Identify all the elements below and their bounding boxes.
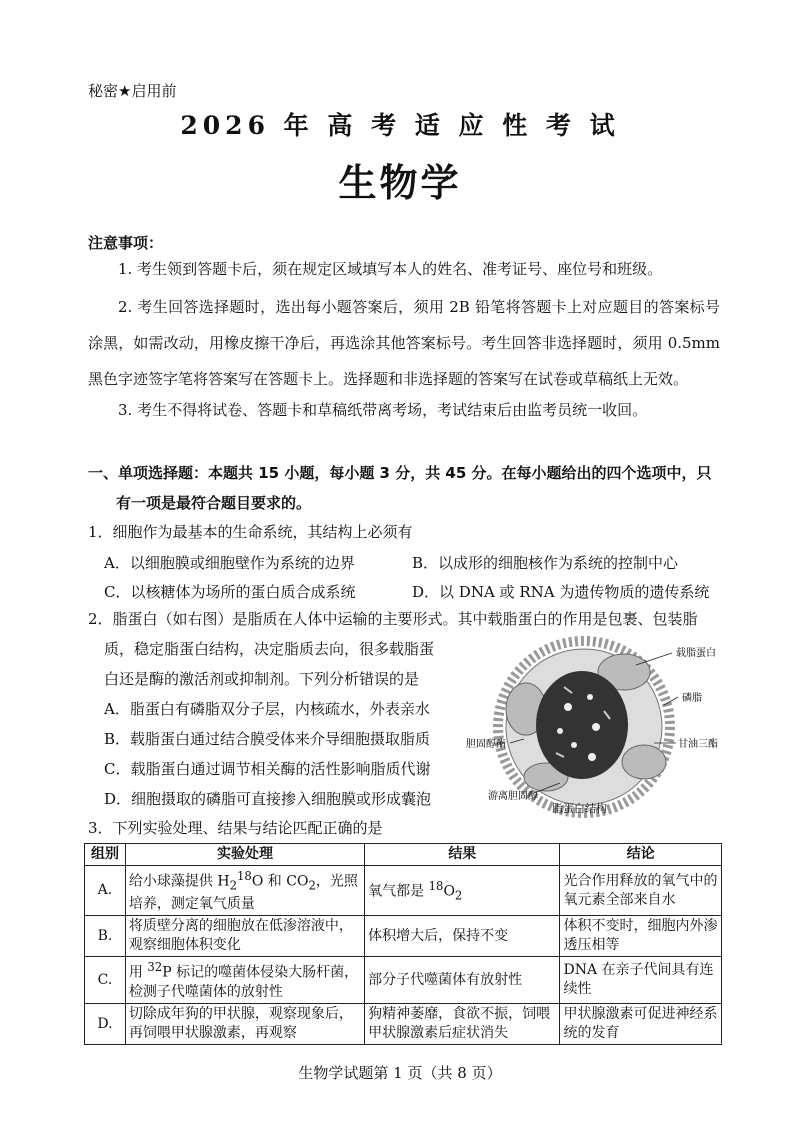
section-1-line1: 一、单项选择题：本题共 15 小题，每小题 3 分，共 45 分。在每小题给出的四个选项中，只 [88, 464, 712, 482]
notice-item-2: 2. 考生回答选择题时，选出每小题答案后，须用 2B 铅笔将答题卡上对应题目的答案标号涂黑，如需改动，用橡皮擦干净后，再选涂其他答案标号。考生回答非选择题时，须用 0.5mm 黑色字迹签字笔将答案写在答题卡上。选择题和非选择题的答案写在试卷或草稿纸上无效。 [88, 298, 720, 388]
lipoprotein-diagram [464, 627, 724, 827]
q2-option-d: D．细胞摄取的磷脂可直接掺入细胞膜或形成囊泡 [104, 790, 432, 808]
section-1-heading [88, 458, 720, 518]
lipid-core [536, 671, 628, 779]
table-row [85, 866, 722, 916]
row-a-group: A. [85, 866, 126, 916]
label-free-cholesterol: 游离胆固醇 [488, 791, 538, 802]
q2-option-b: B．载脂蛋白通过结合膜受体来介导细胞摄取脂质 [104, 730, 431, 748]
q1-option-b: B．以成形的细胞核作为系统的控制中心 [412, 554, 679, 572]
notice-item-3: 3. 考生不得将试卷、答题卡和草稿纸带离考场，考试结束后由监考员统一收回。 [118, 401, 648, 419]
subject-title: 生物学 [338, 160, 462, 205]
row-c-result: 部分子代噬菌体有放射性 [365, 957, 560, 1004]
q3-stem: 3．下列实验处理、结果与结论匹配正确的是 [88, 819, 383, 837]
row-a-conclusion: 光合作用释放的氧气中的氧元素全部来自水 [560, 866, 722, 916]
row-c-group: C. [85, 957, 126, 1004]
table-row [85, 957, 722, 1004]
header-treatment: 实验处理 [125, 844, 364, 866]
label-triglyceride: 甘油三酯 [678, 739, 718, 750]
label-cholesteryl-ester: 胆固醇酯 [466, 739, 506, 750]
row-d-group: D. [85, 1004, 126, 1045]
label-phospholipid: 磷脂 [682, 693, 702, 704]
q2-option-c: C．载脂蛋白通过调节相关酶的活性影响脂质代谢 [104, 760, 431, 778]
row-d-result: 狗精神萎靡，食欲不振，饲喂甲状腺激素后症状消失 [365, 1004, 560, 1045]
q1-option-d: D．以 DNA 或 RNA 为遗传物质的遗传系统 [412, 583, 710, 601]
q2-option-a: A．脂蛋白有磷脂双分子层，内核疏水，外表亲水 [104, 700, 430, 718]
exam-title: 2026 年 高 考 适 应 性 考 试 [180, 111, 620, 140]
q2-stem-line2: 质，稳定脂蛋白结构，决定脂质去向，很多载脂蛋 [104, 640, 435, 658]
row-d-conclusion: 甲状腺激素可促进神经系统的发育 [560, 1004, 722, 1045]
section-1-line2: 有一项是最符合题目要求的。 [116, 494, 312, 512]
q2-stem-line1: 2．脂蛋白（如右图）是脂质在人体中运输的主要形式。其中载脂蛋白的作用是包裹、包装脂 [88, 610, 698, 628]
row-d-treatment: 切除成年狗的甲状腺，观察现象后，再饲喂甲状腺激素，再观察 [125, 1004, 364, 1045]
figure-caption: 脂蛋白结构 [552, 802, 607, 815]
header-conclusion: 结论 [560, 844, 722, 866]
row-c-treatment: 用 $^{32}$P 标记的噬菌体侵染大肠杆菌，检测子代噬菌体的放射性 [125, 957, 364, 1004]
q1-option-c: C．以核糖体为场所的蛋白质合成系统 [104, 583, 356, 601]
notice-item-1: 1. 考生领到答题卡后，须在规定区域填写本人的姓名、准考证号、座位号和班级。 [118, 260, 663, 278]
row-c-conclusion: DNA 在亲子代间具有连续性 [560, 957, 722, 1004]
table-row [85, 916, 722, 957]
label-apolipoprotein: 载脂蛋白 [676, 648, 716, 659]
table-header-row [85, 844, 722, 866]
row-a-result: 氧气都是 $^{18}O_2$ [365, 866, 560, 916]
row-b-result: 体积增大后，保持不变 [365, 916, 560, 957]
header-group: 组别 [85, 844, 126, 866]
row-b-treatment: 将质壁分离的细胞放在低渗溶液中，观察细胞体积变化 [125, 916, 364, 957]
q1-option-a: A．以细胞膜或细胞壁作为系统的边界 [104, 554, 355, 572]
row-a-treatment: 给小球藻提供 $H_2^{18}O$ 和 $CO_2$，光照培养，测定氧气质量 [125, 866, 364, 916]
page-footer: 生物学试题第 1 页（共 8 页） [298, 1064, 502, 1082]
row-b-group: B. [85, 916, 126, 957]
header-result: 结果 [365, 844, 560, 866]
q2-stem-line3: 白还是酶的激活剂或抑制剂。下列分析错误的是 [104, 670, 420, 688]
q1-stem: 1．细胞作为最基本的生命系统，其结构上必须有 [88, 523, 413, 541]
row-b-conclusion: 体积不变时，细胞内外渗透压相等 [560, 916, 722, 957]
notice-heading: 注意事项： [88, 234, 164, 252]
confidential-mark: 秘密★启用前 [88, 82, 177, 100]
table-row [85, 1004, 722, 1045]
experiment-table [84, 843, 722, 1045]
